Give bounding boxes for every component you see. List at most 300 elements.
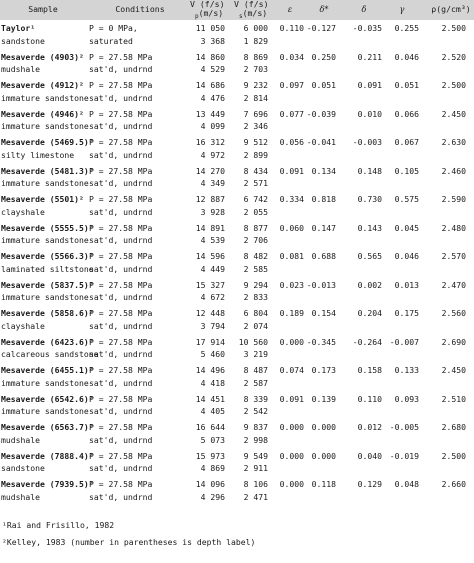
density-cell: 2.570 bbox=[441, 251, 466, 261]
vp-ms: 4 672 bbox=[200, 292, 225, 302]
conditions-pressure: P = 27.58 MPa bbox=[89, 165, 153, 176]
table-row bbox=[0, 393, 474, 419]
sample-type: sandstone bbox=[1, 463, 45, 473]
footnote-2: ²Kelley, 1983 (number in parentheses is depth label) bbox=[2, 537, 256, 547]
header-sample: Sample bbox=[28, 4, 58, 14]
sample-type: immature sandstone bbox=[1, 92, 89, 103]
sample-cell bbox=[1, 393, 94, 418]
sample-type: calcareous sandstone bbox=[1, 349, 99, 359]
epsilon-cell: 0.077 bbox=[279, 108, 304, 119]
sample-name: Mesaverde (5469.5)² bbox=[1, 137, 94, 147]
vp-cell bbox=[189, 51, 225, 76]
density-cell: 2.630 bbox=[441, 137, 466, 147]
epsilon-cell: 0.189 bbox=[279, 308, 304, 318]
vs-ms: 2 587 bbox=[243, 377, 268, 388]
vp-ms: 3 794 bbox=[200, 320, 225, 331]
sample-cell bbox=[1, 421, 94, 446]
vp-ms: 4 529 bbox=[200, 64, 225, 74]
sample-cell bbox=[1, 136, 94, 161]
delta-cell: 0.148 bbox=[357, 165, 382, 176]
vp-cell bbox=[189, 364, 225, 389]
gamma-cell: 0.013 bbox=[394, 279, 419, 290]
vs-cell bbox=[232, 136, 268, 161]
density-cell: 2.480 bbox=[441, 222, 466, 233]
sample-name: Mesaverde (4946)² bbox=[1, 108, 84, 119]
gamma-cell: -0.005 bbox=[389, 422, 419, 432]
table-row bbox=[0, 165, 474, 191]
vs-cell bbox=[232, 307, 268, 332]
vp-cell bbox=[189, 250, 225, 275]
sample-name: Mesaverde (5837.5)² bbox=[1, 279, 94, 290]
vs-cell bbox=[232, 79, 268, 104]
vs-cell bbox=[232, 250, 268, 275]
sample-name: Mesaverde (4903)² bbox=[1, 51, 84, 62]
vp-cell bbox=[189, 222, 225, 247]
sample-type: sandstone bbox=[1, 35, 45, 46]
vp-cell bbox=[189, 22, 225, 47]
epsilon-cell: 0.034 bbox=[279, 51, 304, 62]
vs-fs: 7 696 bbox=[243, 108, 268, 119]
sample-type: mudshale bbox=[1, 64, 40, 74]
epsilon-cell: 0.334 bbox=[279, 194, 304, 204]
epsilon-cell: 0.081 bbox=[279, 251, 304, 261]
sample-type: immature sandstone bbox=[1, 121, 89, 131]
epsilon-cell: 0.000 bbox=[279, 422, 304, 432]
density-cell: 2.660 bbox=[441, 479, 466, 489]
conditions-pressure: P = 27.58 MPa bbox=[89, 336, 153, 347]
gamma-cell: 0.051 bbox=[394, 80, 419, 90]
vp-ms: 5 460 bbox=[200, 349, 225, 359]
vp-ms: 4 539 bbox=[200, 235, 225, 245]
delta-cell: 0.091 bbox=[357, 80, 382, 90]
gamma-cell: 0.133 bbox=[394, 365, 419, 375]
vp-cell bbox=[189, 79, 225, 104]
conditions-cell bbox=[89, 250, 193, 275]
vp-ms: 5 073 bbox=[200, 434, 225, 445]
vs-fs: 8 487 bbox=[243, 365, 268, 375]
vs-ms: 2 055 bbox=[243, 206, 268, 217]
epsilon-cell: 0.110 bbox=[279, 23, 304, 33]
sample-name: Taylor¹ bbox=[1, 23, 36, 33]
sample-type: mudshale bbox=[1, 434, 40, 445]
conditions-pressure: P = 27.58 MPa bbox=[89, 251, 153, 261]
conditions-state: sat'd, undrnd bbox=[89, 121, 153, 131]
table-row bbox=[0, 279, 474, 305]
conditions-state: sat'd, undrnd bbox=[89, 263, 153, 274]
table-row bbox=[0, 364, 474, 390]
sample-cell bbox=[1, 79, 89, 104]
density-cell: 2.450 bbox=[441, 365, 466, 375]
gamma-cell: 0.046 bbox=[394, 251, 419, 261]
header-vs: V (f/s) $_s$(m/s) bbox=[234, 0, 269, 20]
sample-cell bbox=[1, 364, 94, 389]
header-gamma: γ bbox=[399, 4, 405, 14]
vs-fs: 6 804 bbox=[243, 308, 268, 318]
delta-star-cell: 0.818 bbox=[311, 194, 336, 204]
density-cell: 2.690 bbox=[441, 336, 466, 347]
delta-star-cell: 0.134 bbox=[311, 165, 336, 176]
sample-type: immature sandstone bbox=[1, 406, 89, 416]
epsilon-cell: 0.000 bbox=[279, 336, 304, 347]
delta-star-cell: -0.127 bbox=[306, 23, 336, 33]
vp-fs: 11 050 bbox=[195, 23, 225, 33]
vs-cell bbox=[232, 108, 268, 133]
vs-ms: 1 829 bbox=[243, 35, 268, 46]
vp-fs: 12 448 bbox=[195, 308, 225, 318]
vp-cell bbox=[189, 136, 225, 161]
sample-type: clayshale bbox=[1, 320, 45, 331]
density-cell: 2.460 bbox=[441, 165, 466, 176]
sample-cell bbox=[1, 307, 94, 332]
sample-name: Mesaverde (6423.6)² bbox=[1, 336, 94, 347]
sample-cell bbox=[1, 222, 94, 247]
conditions-cell bbox=[89, 193, 193, 218]
vs-fs: 9 512 bbox=[243, 137, 268, 147]
epsilon-cell: 0.023 bbox=[279, 279, 304, 290]
vs-fs: 9 232 bbox=[243, 80, 268, 90]
delta-star-cell: -0.345 bbox=[306, 336, 336, 347]
conditions-cell bbox=[89, 222, 193, 247]
density-cell: 2.500 bbox=[441, 80, 466, 90]
delta-cell: 0.565 bbox=[357, 251, 382, 261]
conditions-cell bbox=[89, 165, 193, 190]
table-row bbox=[0, 250, 474, 276]
vp-ms: 4 476 bbox=[200, 92, 225, 103]
sample-name: Mesaverde (6563.7)² bbox=[1, 422, 94, 432]
conditions-cell bbox=[89, 307, 193, 332]
conditions-cell bbox=[89, 421, 193, 446]
vs-fs: 9 549 bbox=[243, 450, 268, 461]
delta-star-cell: -0.013 bbox=[306, 279, 336, 290]
sample-cell bbox=[1, 250, 94, 275]
sample-name: Mesaverde (7888.4)² bbox=[1, 450, 94, 461]
conditions-pressure: P = 27.58 MPa bbox=[89, 222, 153, 233]
vp-ms: 3 928 bbox=[200, 206, 225, 217]
density-cell: 2.500 bbox=[441, 450, 466, 461]
header-delta-star: δ* bbox=[319, 4, 329, 14]
sample-type: immature sandstone bbox=[1, 178, 89, 188]
vp-ms: 3 368 bbox=[200, 35, 225, 46]
table-row bbox=[0, 222, 474, 248]
vp-ms: 4 296 bbox=[200, 491, 225, 502]
conditions-pressure: P = 27.58 MPa bbox=[89, 365, 153, 375]
conditions-pressure: P = 27.58 MPa bbox=[89, 194, 153, 204]
delta-cell: 0.211 bbox=[357, 51, 382, 62]
conditions-state: sat'd, undrnd bbox=[89, 320, 153, 331]
vs-ms: 2 346 bbox=[243, 121, 268, 131]
vs-fs: 8 434 bbox=[243, 165, 268, 176]
header-epsilon: ε bbox=[287, 4, 293, 14]
vp-cell bbox=[189, 393, 225, 418]
conditions-state: sat'd, undrnd bbox=[89, 149, 153, 160]
vp-ms: 4 972 bbox=[200, 149, 225, 160]
vs-fs: 8 339 bbox=[243, 393, 268, 404]
epsilon-cell: 0.056 bbox=[279, 137, 304, 147]
sample-type: immature sandstone bbox=[1, 235, 89, 245]
conditions-state: sat'd, undrnd bbox=[89, 64, 153, 74]
conditions-pressure: P = 27.58 MPa bbox=[89, 450, 153, 461]
vp-fs: 12 887 bbox=[195, 194, 225, 204]
vs-ms: 2 585 bbox=[243, 263, 268, 274]
vp-fs: 17 914 bbox=[195, 336, 225, 347]
table-row bbox=[0, 51, 474, 77]
gamma-cell: 0.045 bbox=[394, 222, 419, 233]
sample-cell bbox=[1, 478, 94, 503]
vs-fs: 8 877 bbox=[243, 222, 268, 233]
density-cell: 2.510 bbox=[441, 393, 466, 404]
vs-cell bbox=[232, 478, 268, 503]
sample-cell bbox=[1, 193, 85, 218]
table-row bbox=[0, 22, 474, 48]
sample-cell bbox=[1, 51, 85, 76]
vp-cell bbox=[189, 279, 225, 304]
conditions-cell bbox=[89, 51, 193, 76]
density-cell: 2.520 bbox=[441, 51, 466, 62]
conditions-pressure: P = 27.58 MPa bbox=[89, 80, 153, 90]
conditions-state: sat'd, undrnd bbox=[89, 406, 153, 416]
vs-fs: 6 742 bbox=[243, 194, 268, 204]
vp-fs: 14 451 bbox=[195, 393, 225, 404]
conditions-cell bbox=[89, 336, 193, 361]
delta-cell: 0.002 bbox=[357, 279, 382, 290]
delta-cell: 0.012 bbox=[357, 422, 382, 432]
vp-cell bbox=[189, 336, 225, 361]
gamma-cell: 0.255 bbox=[394, 23, 419, 33]
vp-cell bbox=[189, 108, 225, 133]
gamma-cell: 0.175 bbox=[394, 308, 419, 318]
conditions-state: saturated bbox=[89, 35, 133, 46]
sample-cell bbox=[1, 165, 94, 190]
vp-ms: 4 418 bbox=[200, 377, 225, 388]
gamma-cell: 0.067 bbox=[394, 137, 419, 147]
gamma-cell: 0.105 bbox=[394, 165, 419, 176]
vs-ms: 3 219 bbox=[243, 349, 268, 359]
epsilon-cell: 0.000 bbox=[279, 479, 304, 489]
sample-name: Mesaverde (6542.6)² bbox=[1, 393, 94, 404]
sample-cell bbox=[1, 108, 89, 133]
conditions-pressure: P = 27.58 MPa bbox=[89, 137, 153, 147]
epsilon-cell: 0.060 bbox=[279, 222, 304, 233]
vp-cell bbox=[189, 165, 225, 190]
vp-fs: 14 096 bbox=[195, 479, 225, 489]
delta-cell: 0.204 bbox=[357, 308, 382, 318]
vp-fs: 13 449 bbox=[195, 108, 225, 119]
conditions-pressure: P = 27.58 MPa bbox=[89, 422, 153, 432]
header-conditions: Conditions bbox=[115, 4, 165, 14]
table-row bbox=[0, 478, 474, 504]
conditions-pressure: P = 27.58 MPa bbox=[89, 108, 153, 119]
header-delta: δ bbox=[361, 4, 367, 14]
delta-cell: -0.035 bbox=[352, 23, 382, 33]
vs-cell bbox=[232, 393, 268, 418]
sample-name: Mesaverde (5501)² bbox=[1, 194, 84, 204]
vp-ms: 4 449 bbox=[200, 263, 225, 274]
conditions-state: sat'd, undrnd bbox=[89, 235, 153, 245]
conditions-cell bbox=[89, 108, 193, 133]
delta-star-cell: 0.000 bbox=[311, 422, 336, 432]
vp-ms: 4 099 bbox=[200, 121, 225, 131]
delta-star-cell: -0.039 bbox=[306, 108, 336, 119]
vp-cell bbox=[189, 421, 225, 446]
vs-cell bbox=[232, 22, 268, 47]
vs-fs: 8 482 bbox=[243, 251, 268, 261]
vs-cell bbox=[232, 222, 268, 247]
sample-type: immature sandstone bbox=[1, 377, 89, 388]
conditions-cell bbox=[89, 364, 193, 389]
sample-name: Mesaverde (6455.1)² bbox=[1, 365, 94, 375]
vs-ms: 2 911 bbox=[243, 463, 268, 473]
vp-cell bbox=[189, 307, 225, 332]
vs-cell bbox=[232, 336, 268, 361]
density-cell: 2.560 bbox=[441, 308, 466, 318]
conditions-state: sat'd, undrnd bbox=[89, 206, 153, 217]
conditions-state: sat'd, undrnd bbox=[89, 434, 153, 445]
sample-name: Mesaverde (5555.5)² bbox=[1, 222, 94, 233]
delta-star-cell: 0.000 bbox=[311, 450, 336, 461]
delta-cell: 0.040 bbox=[357, 450, 382, 461]
gamma-cell: 0.066 bbox=[394, 108, 419, 119]
conditions-state: sat'd, undrnd bbox=[89, 292, 153, 302]
vp-ms: 4 349 bbox=[200, 178, 225, 188]
gamma-cell: 0.048 bbox=[394, 479, 419, 489]
vp-cell bbox=[189, 478, 225, 503]
epsilon-cell: 0.097 bbox=[279, 80, 304, 90]
delta-cell: 0.143 bbox=[357, 222, 382, 233]
conditions-cell bbox=[89, 450, 193, 475]
delta-cell: 0.010 bbox=[357, 108, 382, 119]
vs-cell bbox=[232, 450, 268, 475]
density-cell: 2.450 bbox=[441, 108, 466, 119]
conditions-state: sat'd, undrnd bbox=[89, 349, 153, 359]
epsilon-cell: 0.091 bbox=[279, 393, 304, 404]
vs-fs: 10 560 bbox=[238, 336, 268, 347]
sample-name: Mesaverde (5481.3)² bbox=[1, 165, 94, 176]
sample-name: Mesaverde (7939.5)² bbox=[1, 479, 94, 489]
conditions-pressure: P = 27.58 MPa bbox=[89, 308, 153, 318]
vs-cell bbox=[232, 279, 268, 304]
table-row bbox=[0, 136, 474, 162]
table-row bbox=[0, 450, 474, 476]
vp-fs: 14 891 bbox=[195, 222, 225, 233]
conditions-cell bbox=[89, 22, 193, 47]
delta-cell: 0.730 bbox=[357, 194, 382, 204]
delta-star-cell: 0.173 bbox=[311, 365, 336, 375]
density-cell: 2.680 bbox=[441, 422, 466, 432]
conditions-state: sat'd, undrnd bbox=[89, 178, 153, 188]
gamma-cell: 0.046 bbox=[394, 51, 419, 62]
delta-star-cell: 0.147 bbox=[311, 222, 336, 233]
vs-cell bbox=[232, 364, 268, 389]
conditions-pressure: P = 27.58 MPa bbox=[89, 51, 153, 62]
vs-ms: 2 571 bbox=[243, 178, 268, 188]
delta-star-cell: -0.041 bbox=[306, 137, 336, 147]
sample-cell bbox=[1, 450, 94, 475]
conditions-cell bbox=[89, 79, 193, 104]
vp-cell bbox=[189, 193, 225, 218]
epsilon-cell: 0.074 bbox=[279, 365, 304, 375]
sample-cell bbox=[1, 336, 99, 361]
vs-cell bbox=[232, 165, 268, 190]
vs-ms: 2 703 bbox=[243, 64, 268, 74]
sample-cell bbox=[1, 22, 85, 47]
vs-cell bbox=[232, 421, 268, 446]
conditions-cell bbox=[89, 478, 193, 503]
sample-name: Mesaverde (5566.3)² bbox=[1, 251, 94, 261]
conditions-cell bbox=[89, 136, 193, 161]
table-row bbox=[0, 108, 474, 134]
sample-type: silty limestone bbox=[1, 149, 75, 160]
vs-ms: 2 471 bbox=[243, 491, 268, 502]
vp-fs: 14 496 bbox=[195, 365, 225, 375]
delta-star-cell: 0.688 bbox=[311, 251, 336, 261]
density-cell: 2.470 bbox=[441, 279, 466, 290]
vp-fs: 14 270 bbox=[195, 165, 225, 176]
gamma-cell: 0.093 bbox=[394, 393, 419, 404]
vp-fs: 15 973 bbox=[195, 450, 225, 461]
vs-cell bbox=[232, 51, 268, 76]
table-row bbox=[0, 193, 474, 219]
sample-type: mudshale bbox=[1, 491, 40, 502]
vs-ms: 2 814 bbox=[243, 92, 268, 103]
sample-type: immature sandstone bbox=[1, 292, 89, 302]
vs-fs: 8 869 bbox=[243, 51, 268, 62]
conditions-pressure: P = 27.58 MPa bbox=[89, 479, 153, 489]
delta-cell: -0.003 bbox=[352, 137, 382, 147]
vs-fs: 9 837 bbox=[243, 422, 268, 432]
conditions-state: sat'd, undrnd bbox=[89, 92, 153, 103]
table-row bbox=[0, 421, 474, 447]
vp-ms: 4 869 bbox=[200, 463, 225, 473]
vs-fs: 8 106 bbox=[243, 479, 268, 489]
sample-cell bbox=[1, 279, 94, 304]
header-vp: V (f/s) $_p$(m/s) bbox=[190, 0, 225, 20]
vs-ms: 2 998 bbox=[243, 434, 268, 445]
delta-cell: 0.110 bbox=[357, 393, 382, 404]
conditions-state: sat'd, undrnd bbox=[89, 463, 153, 473]
conditions-pressure: P = 0 MPa, bbox=[89, 23, 138, 33]
vs-ms: 2 074 bbox=[243, 320, 268, 331]
delta-cell: -0.264 bbox=[352, 336, 382, 347]
delta-star-cell: 0.139 bbox=[311, 393, 336, 404]
vs-ms: 2 706 bbox=[243, 235, 268, 245]
vp-fs: 16 644 bbox=[195, 422, 225, 432]
table-row bbox=[0, 307, 474, 333]
conditions-pressure: P = 27.58 MPa bbox=[89, 279, 153, 290]
sample-type: clayshale bbox=[1, 206, 45, 217]
density-cell: 2.590 bbox=[441, 194, 466, 204]
gamma-cell: -0.007 bbox=[389, 336, 419, 347]
epsilon-cell: 0.000 bbox=[279, 450, 304, 461]
gamma-cell: -0.019 bbox=[389, 450, 419, 461]
epsilon-cell: 0.091 bbox=[279, 165, 304, 176]
table-header bbox=[0, 0, 474, 20]
vp-fs: 14 860 bbox=[195, 51, 225, 62]
vs-ms: 2 833 bbox=[243, 292, 268, 302]
vp-fs: 14 596 bbox=[195, 251, 225, 261]
sample-name: Mesaverde (4912)² bbox=[1, 80, 84, 90]
sample-type: laminated siltstone bbox=[1, 263, 94, 274]
conditions-state: sat'd, undrnd bbox=[89, 491, 153, 502]
table-row bbox=[0, 79, 474, 105]
vp-fs: 15 327 bbox=[195, 279, 225, 290]
conditions-state: sat'd, undrnd bbox=[89, 377, 153, 388]
delta-star-cell: 0.250 bbox=[311, 51, 336, 62]
delta-star-cell: 0.154 bbox=[311, 308, 336, 318]
vs-fs: 9 294 bbox=[243, 279, 268, 290]
delta-cell: 0.158 bbox=[357, 365, 382, 375]
vp-ms: 4 405 bbox=[200, 406, 225, 416]
header-rho: ρ(g/cm³) bbox=[431, 4, 471, 14]
